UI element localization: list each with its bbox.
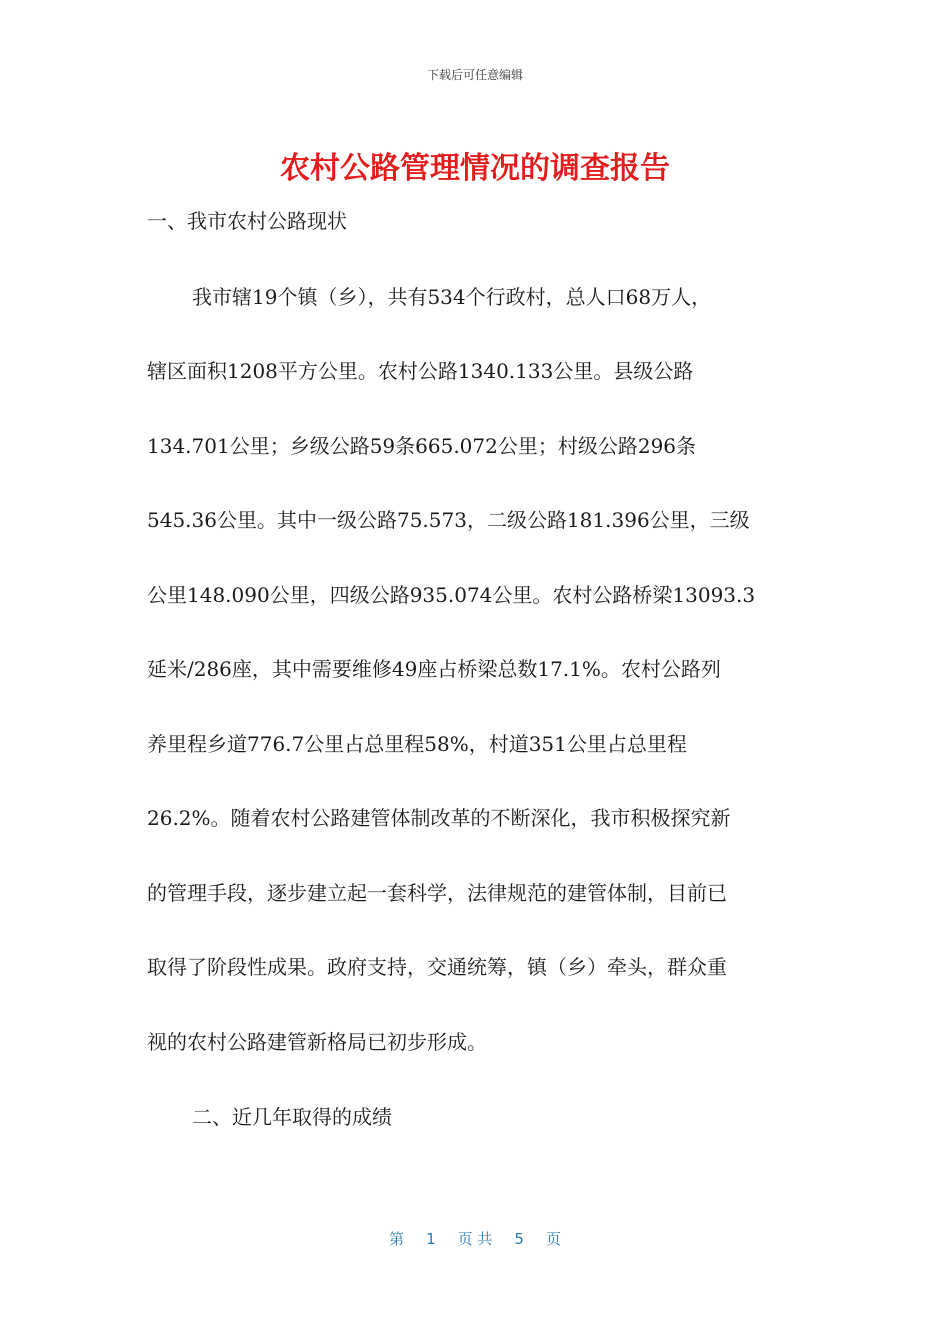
footer-ye-gong: 页 共 (457, 1230, 493, 1248)
footer-total-pages: 5 (514, 1230, 524, 1248)
paragraph-line: 养里程乡道776.7公里占总里程58%，村道351公里占总里程 (147, 732, 687, 756)
paragraph-line: 取得了阶段性成果。政府支持，交通统筹，镇（乡）牵头，群众重 (147, 955, 727, 979)
paragraph-line: 辖区面积1208平方公里。农村公路1340.133公里。县级公路 (147, 359, 694, 383)
page-footer (0, 1228, 950, 1249)
document-title: 农村公路管理情况的调查报告 (280, 151, 670, 186)
paragraph-line: 公里148.090公里，四级公路935.074公里。农村公路桥梁13093.3 (147, 583, 756, 607)
paragraph-line: 134.701公里；乡级公路59条665.072公里；村级公路296条 (147, 434, 697, 458)
footer-page-number: 1 (426, 1230, 436, 1248)
section-heading-2: 二、近几年取得的成绩 (192, 1105, 392, 1129)
paragraph-line: 视的农村公路建管新格局已初步形成。 (147, 1030, 487, 1054)
paragraph-line: 的管理手段，逐步建立起一套科学，法律规范的建管体制，目前已 (147, 881, 727, 905)
paragraph-line: 我市辖19个镇（乡），共有534个行政村，总人口68万人， (192, 285, 712, 309)
paragraph-line: 26.2%。随着农村公路建管体制改革的不断深化，我市积极探究新 (147, 806, 731, 830)
footer-di: 第 (389, 1230, 405, 1248)
section-heading-1: 一、我市农村公路现状 (147, 209, 347, 233)
paragraph-line: 延米/286座，其中需要维修49座占桥梁总数17.1%。农村公路列 (147, 657, 721, 681)
footer-ye: 页 (545, 1230, 561, 1248)
header-note: 下载后可任意编辑 (426, 68, 523, 82)
paragraph-line: 545.36公里。其中一级公路75.573，二级公路181.396公里，三级 (147, 508, 750, 532)
